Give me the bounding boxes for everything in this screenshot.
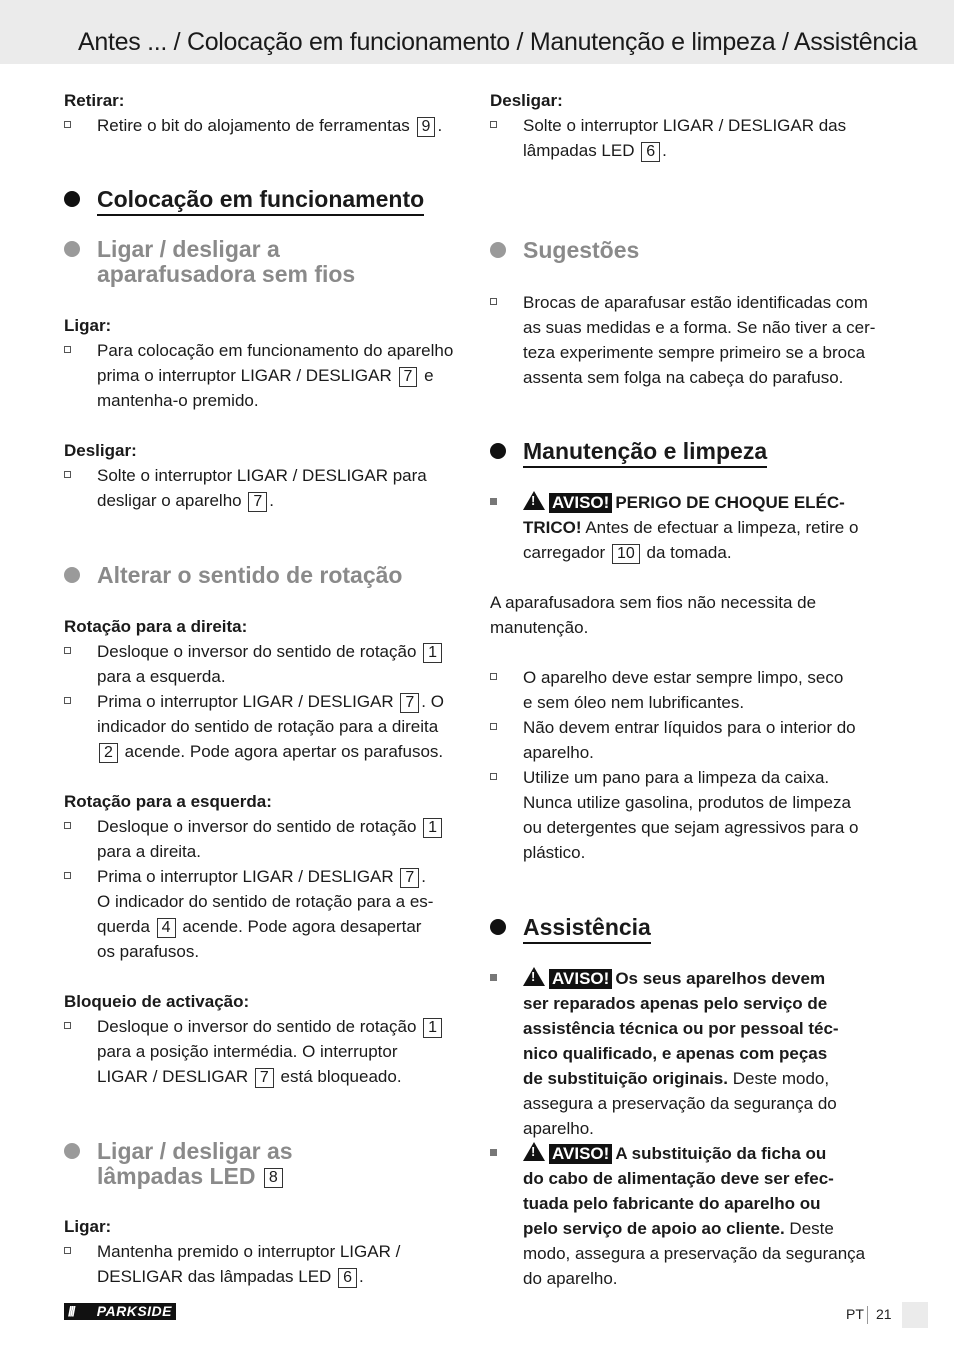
checkbox-bullet-icon — [64, 346, 71, 353]
logo-stripes-icon: /// — [68, 1303, 74, 1319]
checkbox-bullet-icon — [64, 822, 71, 829]
part-ref: 1 — [423, 643, 442, 663]
section-heading-sugestoes: Sugestões — [490, 238, 890, 263]
aviso-badge: AVISO! — [549, 1144, 612, 1164]
section-heading-manutencao: Manutenção e limpeza — [490, 439, 890, 464]
checkbox-bullet-icon — [490, 298, 497, 305]
list-item: Utilize um pano para a limpeza da caixa. Nunca utilize gasolina, produtos de limpeza ou detergentes que sejam agressivos para o plástico. — [490, 765, 890, 865]
subheading-retirar: Retirar: — [64, 91, 125, 110]
list-item: O aparelho deve estar sempre limpo, seco e sem óleo nem lubrificantes. — [490, 665, 890, 715]
list-item: Não devem entrar líquidos para o interior do aparelho. — [490, 715, 890, 765]
section-heading-colocacao: Colocação em funcionamento — [64, 187, 464, 212]
warning-item: !AVISO! PERIGO DE CHOQUE ELÉC- TRICO! Antes de efectuar a limpeza, retire o carregador 10 da tomada. — [490, 490, 890, 565]
subheading-rotacao-direita: Rotação para a direita: — [64, 617, 248, 636]
checkbox-bullet-icon — [64, 872, 71, 879]
part-ref: 6 — [338, 1268, 357, 1288]
part-ref: 6 — [641, 142, 660, 162]
part-ref: 1 — [423, 1018, 442, 1038]
list-item: Prima o interruptor LIGAR / DESLIGAR 7 . O indicador do sentido de rotação para a direita 2 acende. Pode agora apertar os parafusos. — [64, 689, 464, 764]
page-header — [0, 0, 954, 64]
list-item: Desloque o inversor do sentido de rotação 1 para a posição intermédia. O interruptor LIGAR / DESLIGAR 7 está bloqueado. — [64, 1014, 464, 1089]
checkbox-bullet-icon — [490, 673, 497, 680]
part-ref: 9 — [417, 117, 436, 137]
part-ref: 7 — [399, 367, 418, 387]
page-number: 21 — [876, 1306, 892, 1322]
subheading-ligar: Ligar: — [64, 316, 112, 335]
footer-divider — [867, 1306, 868, 1324]
section-heading-assistencia: Assistência — [490, 915, 890, 940]
warning-item: !AVISO! A substituição da ficha ou do cabo de alimentação deve ser efec- tuada pelo fabricante do aparelho ou pelo serviço de apoio ao cliente. Deste modo, assegura a preservação da segurança do aparelho. — [490, 1141, 890, 1291]
left-column: Retirar: Retire o bit do alojamento de ferramentas 9 . Colocação em funcionamento Ligar / desligar a aparafusadora sem fios Ligar: Para colocação em funcionamento do aparelho prima o interruptor LIGAR / DESLIGAR 7 e mantenha-o premido. Desligar: Solte o interruptor LIGAR / DESLIGAR para desligar o aparelho 7 . Alterar o sentido de rotação Rotação para a direita: Desloque o inversor do sentido de rotação 1 para a esquerda. Prima o interruptor LIGAR / DESLIGAR 7 . O indicador do sentido de rotação para a direita 2 acende. Pode agora apertar os parafusos. Rotação para a esquerda: Desloque o inversor do sentido de rotação 1 para a direita. Prima o interruptor LIGAR / DESLIGAR 7 . O indicador do sentido de rotação para a es- querda 4 acende. Pode agora desapertar os parafusos. Bloqueio de activação: Desloque o inversor do sentido de rotação 1 para a posição intermédia. O interruptor LIGAR / DESLIGAR 7 está bloqueado. Ligar / desligar as lâmpadas LED 8 Ligar: Mantenha premido o interruptor LIGAR / DESLIGAR das lâmpadas LED 6 . — [64, 88, 464, 1289]
checkbox-bullet-icon — [64, 697, 71, 704]
section-heading-ligar: Ligar / desligar a — [64, 237, 464, 262]
parkside-logo: /// PARKSIDE — [64, 1303, 176, 1320]
list-item: Desloque o inversor do sentido de rotação 1 para a esquerda. — [64, 639, 464, 689]
list-item: Desloque o inversor do sentido de rotação 1 para a direita. — [64, 814, 464, 864]
checkbox-bullet-icon — [490, 723, 497, 730]
list-item: Brocas de aparafusar estão identificadas com as suas medidas e a forma. Se não tiver a cer- teza experimente sempre primeiro se a broca assenta sem folga na cabeça do parafuso. — [490, 290, 890, 390]
part-ref: 7 — [400, 868, 419, 888]
part-ref: 7 — [255, 1068, 274, 1088]
warning-item: !AVISO! Os seus aparelhos devem ser reparados apenas pelo serviço de assistência técnica ou por pessoal téc- nico qualificado, e apenas com peças de substituição originais. Deste modo, assegura a preservação da segurança do aparelho. — [490, 966, 890, 1141]
checkbox-bullet-icon — [64, 121, 71, 128]
square-bullet-icon — [490, 974, 497, 981]
subheading-ligar-led: Ligar: — [64, 1217, 112, 1236]
checkbox-bullet-icon — [490, 121, 497, 128]
subheading-rotacao-esquerda: Rotação para a esquerda: — [64, 792, 272, 811]
part-ref: 1 — [423, 818, 442, 838]
paragraph: A aparafusadora sem fios não necessita de manutenção. — [490, 593, 817, 637]
bullet-dot-icon — [490, 443, 506, 459]
bullet-dot-icon — [64, 1143, 80, 1159]
warning-triangle-icon — [523, 491, 545, 510]
square-bullet-icon — [490, 1149, 497, 1156]
part-ref: 2 — [99, 743, 118, 763]
aviso-badge: AVISO! — [549, 969, 612, 989]
list-item: Para colocação em funcionamento do aparelho prima o interruptor LIGAR / DESLIGAR 7 e mantenha-o premido. — [64, 338, 464, 413]
checkbox-bullet-icon — [64, 647, 71, 654]
part-ref: 7 — [248, 492, 267, 512]
part-ref: 4 — [157, 918, 176, 938]
page-marker — [902, 1302, 928, 1328]
part-ref: 10 — [612, 544, 640, 564]
part-ref: 7 — [400, 693, 419, 713]
list-item: Mantenha premido o interruptor LIGAR / DESLIGAR das lâmpadas LED 6 . — [64, 1239, 464, 1289]
bullet-dot-icon — [64, 241, 80, 257]
part-ref: 8 — [264, 1168, 283, 1188]
section-heading-alterar: Alterar o sentido de rotação — [64, 563, 464, 588]
checkbox-bullet-icon — [490, 773, 497, 780]
checkbox-bullet-icon — [64, 1247, 71, 1254]
square-bullet-icon — [490, 498, 497, 505]
checkbox-bullet-icon — [64, 471, 71, 478]
list-item: Prima o interruptor LIGAR / DESLIGAR 7 . O indicador do sentido de rotação para a es- querda 4 acende. Pode agora desapertar os parafusos. — [64, 864, 464, 964]
bullet-dot-icon — [490, 242, 506, 258]
bullet-dot-icon — [490, 919, 506, 935]
page-title: Antes ... / Colocação em funcionamento / Manutenção e limpeza / Assistência — [78, 28, 918, 56]
language-code: PT — [846, 1306, 864, 1322]
list-item: Solte o interruptor LIGAR / DESLIGAR para desligar o aparelho 7 . — [64, 463, 464, 513]
bullet-dot-icon — [64, 191, 80, 207]
subheading-desligar-led: Desligar: — [490, 91, 563, 110]
section-heading-led: Ligar / desligar as — [64, 1139, 464, 1164]
subheading-bloqueio: Bloqueio de activação: — [64, 992, 250, 1011]
subheading-desligar: Desligar: — [64, 441, 137, 460]
aviso-badge: AVISO! — [549, 493, 612, 513]
right-column — [490, 88, 890, 1291]
checkbox-bullet-icon — [64, 1022, 71, 1029]
warning-triangle-icon — [523, 1142, 545, 1161]
list-item: Retire o bit do alojamento de ferramentas 9 . — [64, 113, 464, 138]
list-item: Solte o interruptor LIGAR / DESLIGAR das lâmpadas LED 6 . — [490, 113, 890, 163]
bullet-dot-icon — [64, 567, 80, 583]
warning-triangle-icon — [523, 967, 545, 986]
